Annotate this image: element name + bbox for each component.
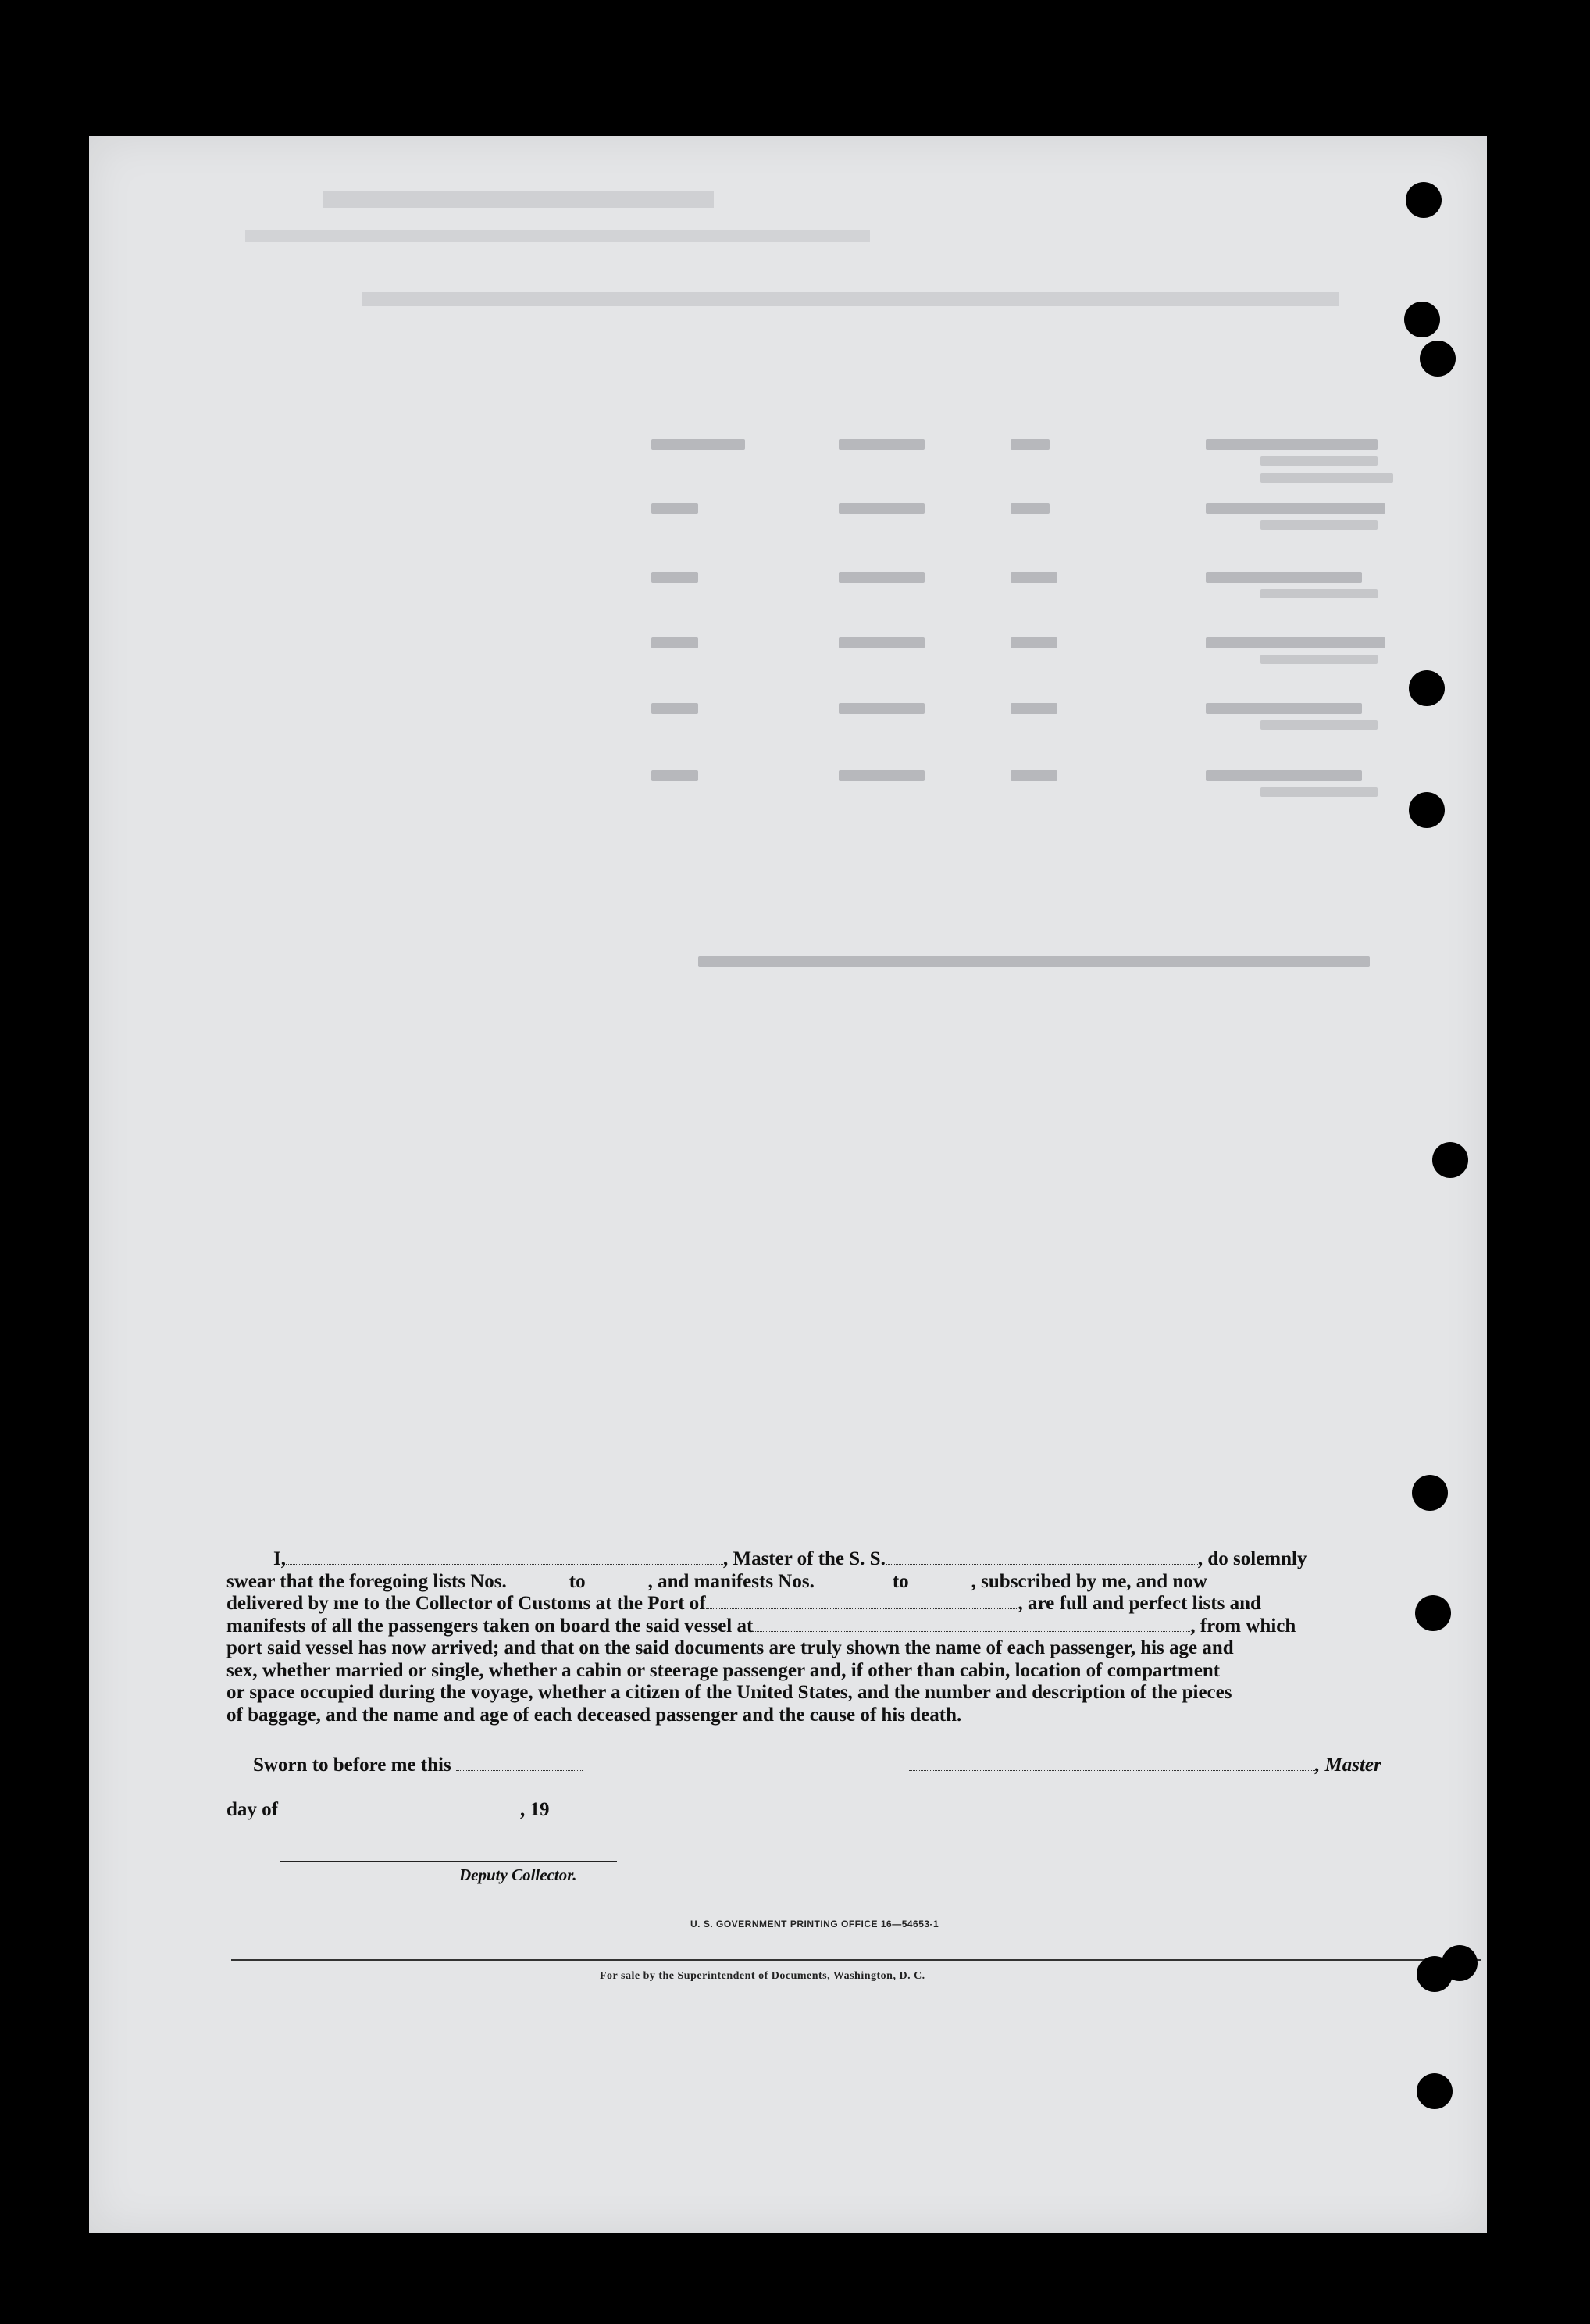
ghost-row bbox=[698, 956, 1448, 1003]
master-label: , Master bbox=[1315, 1755, 1381, 1776]
manifest-to-blank[interactable] bbox=[909, 1571, 971, 1587]
binder-hole bbox=[1406, 182, 1442, 218]
sworn-text bbox=[253, 1755, 583, 1776]
ghost-row bbox=[651, 572, 1401, 619]
bleed-through-header bbox=[362, 292, 1339, 306]
sworn-label: Sworn to before me this bbox=[253, 1755, 451, 1776]
oath-text: manifests of all the passengers taken on board the said vessel at bbox=[226, 1615, 754, 1637]
oath-text: , do solemnly bbox=[1197, 1548, 1307, 1569]
master-signature-blank[interactable] bbox=[909, 1755, 1315, 1771]
document-page bbox=[89, 136, 1487, 2233]
year-blank[interactable] bbox=[549, 1799, 580, 1815]
oath-line bbox=[226, 1548, 1395, 1571]
oath-text: swear that the foregoing lists Nos. bbox=[226, 1570, 507, 1592]
deputy-signature-line bbox=[280, 1861, 617, 1862]
oath-line: port said vessel has now arrived; and that on the said documents are truly shown the name of each passenger, his age and bbox=[226, 1637, 1234, 1658]
binder-hole bbox=[1432, 1142, 1468, 1178]
ghost-row bbox=[651, 503, 1401, 550]
sworn-day-blank[interactable] bbox=[456, 1755, 583, 1771]
binder-hole bbox=[1415, 1595, 1451, 1631]
day-of-label: day of bbox=[226, 1799, 278, 1820]
ghost-row bbox=[651, 770, 1401, 817]
binder-hole bbox=[1409, 670, 1445, 706]
footer-rule bbox=[231, 1959, 1481, 1961]
oath-text: to bbox=[892, 1570, 909, 1592]
binder-hole bbox=[1412, 1475, 1448, 1511]
deputy-collector-label: Deputy Collector. bbox=[459, 1865, 577, 1884]
bleed-through-header bbox=[323, 191, 714, 208]
for-sale-note: For sale by the Superintendent of Documents, Washington, D. C. bbox=[600, 1970, 925, 1982]
printing-office-imprint: U. S. GOVERNMENT PRINTING OFFICE 16—54653-1 bbox=[690, 1919, 939, 1930]
binder-hole bbox=[1420, 341, 1456, 377]
oath-text: to bbox=[569, 1570, 586, 1592]
list-to-blank[interactable] bbox=[586, 1571, 648, 1587]
oath-line: of baggage, and the name and age of each deceased passenger and the cause of his death. bbox=[226, 1704, 962, 1726]
list-from-blank[interactable] bbox=[507, 1571, 569, 1587]
ghost-row bbox=[651, 439, 1401, 486]
master-signature bbox=[909, 1755, 1381, 1776]
oath-text: , are full and perfect lists and bbox=[1018, 1593, 1261, 1614]
oath-line: or space occupied during the voyage, whether a citizen of the United States, and the number and description of the pieces bbox=[226, 1682, 1232, 1703]
oath-paragraph bbox=[226, 1548, 1395, 1726]
day-of-text bbox=[226, 1799, 580, 1821]
ship-name-blank[interactable] bbox=[886, 1548, 1198, 1565]
oath-line bbox=[226, 1593, 1395, 1615]
binder-hole bbox=[1404, 302, 1440, 337]
oath-line bbox=[226, 1571, 1395, 1594]
ghost-row bbox=[651, 637, 1401, 684]
master-name-blank[interactable] bbox=[286, 1548, 723, 1565]
manifest-from-blank[interactable] bbox=[815, 1571, 877, 1587]
binder-hole bbox=[1442, 1945, 1478, 1981]
bleed-through-header bbox=[245, 230, 870, 242]
oath-text: , and manifests Nos. bbox=[647, 1570, 815, 1592]
departure-port-blank[interactable] bbox=[753, 1615, 1190, 1632]
month-blank[interactable] bbox=[286, 1799, 520, 1815]
oath-line bbox=[226, 1615, 1395, 1638]
oath-line: sex, whether married or single, whether a cabin or steerage passenger and, if other than cabin, location of compartment bbox=[226, 1659, 1221, 1681]
year-label: , 19 bbox=[519, 1799, 550, 1820]
port-blank[interactable] bbox=[706, 1593, 1018, 1609]
binder-hole bbox=[1417, 2073, 1453, 2109]
oath-text: , from which bbox=[1190, 1615, 1296, 1637]
oath-text: , subscribed by me, and now bbox=[971, 1570, 1207, 1592]
oath-text: delivered by me to the Collector of Customs at the Port of bbox=[226, 1593, 706, 1614]
binder-hole bbox=[1409, 792, 1445, 828]
ghost-row bbox=[651, 703, 1401, 750]
oath-text: , Master of the S. S. bbox=[722, 1548, 886, 1569]
oath-text: I, bbox=[273, 1548, 286, 1569]
